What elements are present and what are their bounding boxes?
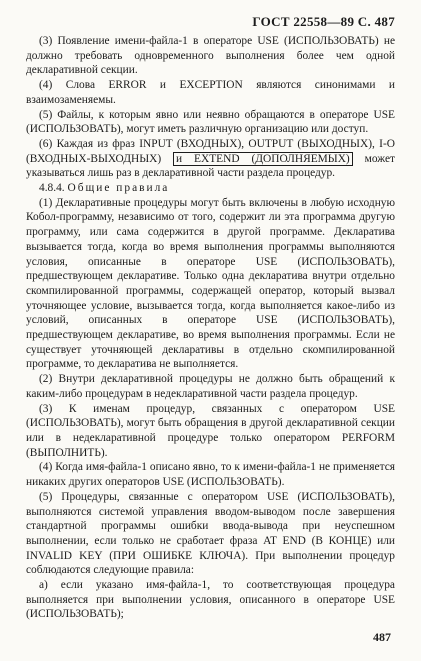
boxed-insertion: и EXTEND (ДОПОЛНЯЕМЫХ) (173, 152, 353, 166)
rule-1: (1) Декларативные процедуры могут быть включены в любую исходную Кобол-программу, независимо от того, содержит ли эта программа другую программу, или сама содержится в другой программе. Декларатива вызывается тогда, когда во время выполнения программы выполняются условия, описанные в операторе USE (ИСПОЛЬЗОВАТЬ), предшествующем декларативе. Только одна декларатива внутри отдельно скомпилированной программы, содержащей оператор, который вызвал уточняющее условие, вызывается тогда, когда выполняется какое-либо из условий, описанных в операторе USE (ИСПОЛЬЗОВАТЬ), предшествующем декларативе, во время выполнения программы. Если не существует уточняющей декларативы в отдельно скомпилированной программе, то декларатива не выполняется. (26, 196, 395, 371)
running-header: ГОСТ 22558—89 С. 487 (252, 14, 395, 29)
rule-2: (2) Внутри декларативной процедуры не должно быть обращений к каким-либо процедурам в недекларативной части раздела процедур. (26, 373, 395, 400)
page-number: 487 (373, 630, 391, 644)
page-body (26, 34, 395, 622)
section-heading (26, 181, 395, 196)
rule-5: (5) Процедуры, связанные с оператором USE (ИСПОЛЬЗОВАТЬ), выполняются системой управления вводом-выводом после завершения стандартной программы ошибки ввода-вывода при неуспешном выполнении, если только не сработает фраза AT END (В КОНЦЕ) или INVALID KEY (ПРИ ОШИБКЕ КЛЮЧА). При выполнении процедур соблюдаются следующие правила: (26, 490, 395, 577)
rule-3: (3) К именам процедур, связанных с оператором USE (ИСПОЛЬЗОВАТЬ), могут быть обращения в другой декларативной секции или в недекларативной процедуре только оператором PERFORM (ВЫПОЛНИТЬ). (26, 402, 395, 459)
paragraph-6 (26, 137, 395, 181)
rule-5a: а) если указано имя-файла-1, то соответствующая процедура выполняется при выполнении условия, описанного в операторе USE (ИСПОЛЬЗОВАТЬ); (26, 579, 395, 621)
paragraph-3: (3) Появление имени-файла-1 в операторе USE (ИСПОЛЬЗОВАТЬ) не должно требовать одновременного выполнения более чем одной декларативной секции. (26, 35, 395, 77)
section-title: Общие правила (67, 182, 170, 195)
rule-4: (4) Когда имя-файла-1 описано явно, то к имени-файла-1 не применяется никаких других операторов USE (ИСПОЛЬЗОВАТЬ). (26, 461, 395, 489)
paragraph-5: (5) Файлы, к которым явно или неявно обращаются в операторе USE (ИСПОЛЬЗОВАТЬ), могут иметь различную организацию или доступ. (26, 108, 395, 136)
section-number: 4.8.4. (39, 182, 68, 195)
paragraph-6-after: может указываться лишь раз в декларативной части раздела процедур. (26, 152, 395, 180)
paragraph-4: (4) Слова ERROR и EXCEPTION являются синонимами и взаимозаменяемы. (26, 79, 395, 106)
paragraph-6-before: (6) Каждая из фраз INPUT (ВХОДНЫХ), OUTPUT (ВЫХОДНЫХ), I-O (ВХОДНЫХ-ВЫХОДНЫХ) (26, 137, 395, 165)
